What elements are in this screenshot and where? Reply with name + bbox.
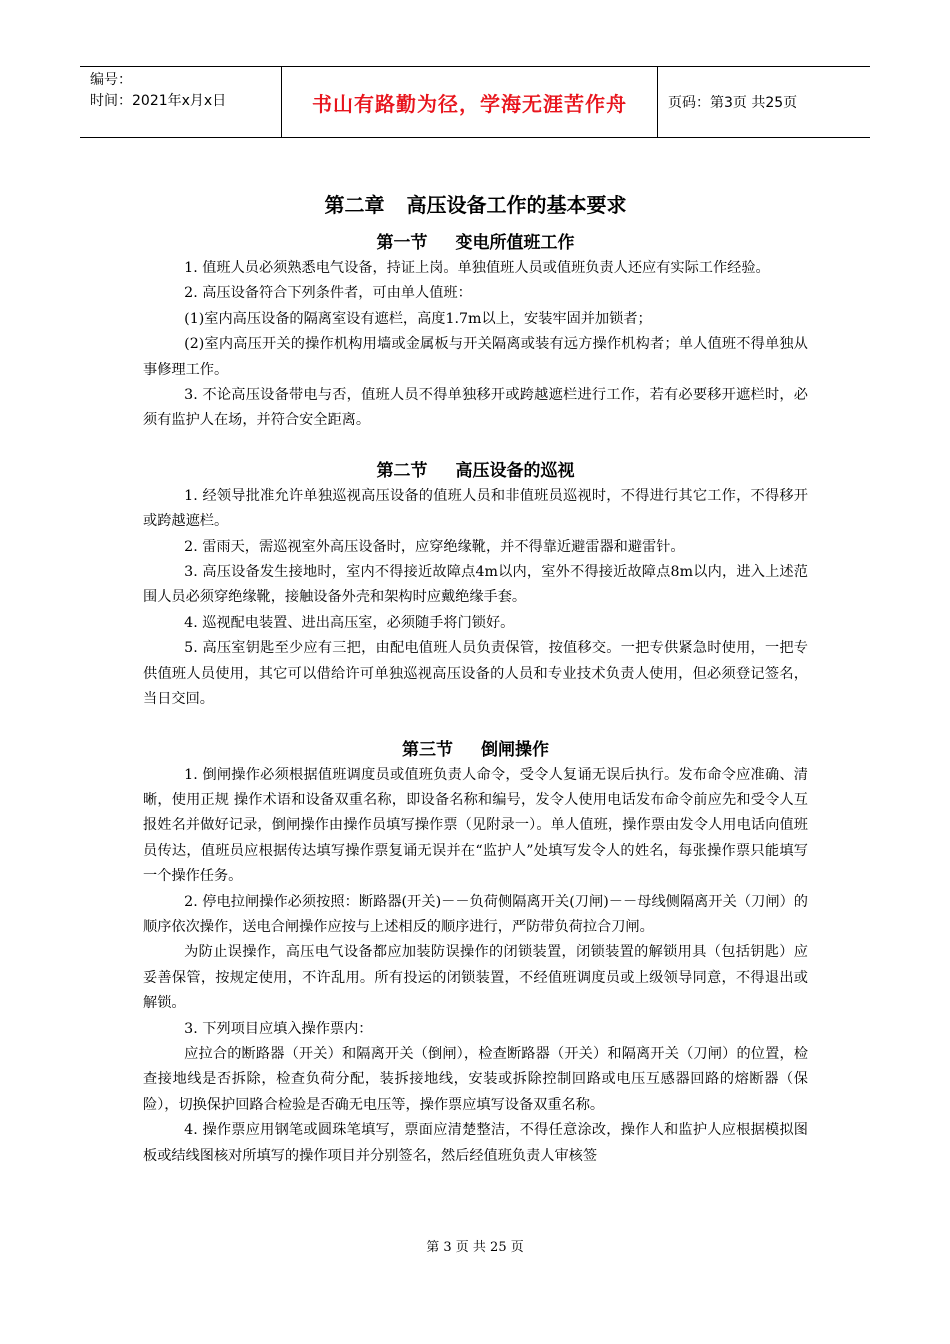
section-heading-3 — [143, 737, 808, 763]
paragraph: 2. 停电拉闸操作必须按照：断路器(开关)－－负荷侧隔离开关(刀闸)－－母线侧隔离开关（刀闸）的顺序依次操作，送电合闸操作应按与上述相反的顺序进行，严防带负荷拉合刀闸。 — [143, 893, 808, 935]
chapter-number: 第二章 — [324, 193, 385, 217]
paragraph: (1)室内高压设备的隔离室设有遮栏，高度1.7m以上，安装牢固并加锁者； — [184, 310, 652, 327]
section-number: 第一节 — [376, 233, 428, 253]
paragraph: 1. 值班人员必须熟悉电气设备，持证上岗。单独值班人员或值班负责人还应有实际工作经验。 — [184, 260, 770, 276]
paragraph: 2. 高压设备符合下列条件者，可由单人值班： — [184, 285, 472, 302]
header-meta — [80, 67, 282, 137]
section-title: 变电所值班工作 — [455, 233, 575, 253]
paragraph: 2. 雷雨天，需巡视室外高压设备时，应穿绝缘靴，并不得靠近避雷器和避雷针。 — [184, 538, 685, 555]
header-page-info: 页码：第3页 共25页 — [668, 95, 798, 111]
section-number: 第三节 — [402, 739, 453, 760]
paragraph: 1. 经领导批准允许单独巡视高压设备的值班人员和非值班员巡视时，不得进行其它工作，不得移开或跨越遮栏。 — [143, 487, 808, 530]
section-title: 高压设备的巡视 — [455, 460, 575, 481]
document-time-label: 时间：2021年x月x日 — [90, 93, 227, 109]
section-heading-1 — [143, 230, 808, 256]
section-heading-2 — [143, 458, 808, 484]
paragraph: 5. 高压室钥匙至少应有三把，由配电值班人员负责保管，按值移交。一把专供紧急时使用，一把专供值班人员使用，其它可以借给许可单独巡视高压设备的人员和专业技术负责人使用，但必须登记签名，当日交回。 — [143, 640, 808, 708]
document-number-label: 编号： — [90, 72, 132, 88]
paragraph: (2)室内高压开关的操作机构用墙或金属板与开关隔离或装有远方操作机构者；单人值班不得单独从事修理工作。 — [143, 336, 808, 378]
section-title: 倒闸操作 — [481, 739, 549, 760]
paragraph: 3. 高压设备发生接地时，室内不得接近故障点4m以内，室外不得接近故障点8m以内，进入上述范围人员必须穿绝缘靴，接触设备外壳和架构时应戴绝缘手套。 — [143, 564, 808, 606]
section-number: 第二节 — [376, 460, 428, 481]
document-body — [143, 190, 808, 1169]
paragraph: 为防止误操作，高压电气设备都应加装防误操作的闭锁装置，闭锁装置的解锁用具（包括钥匙）应妥善保管，按规定使用，不许乱用。所有投运的闭锁装置，不经值班调度员或上级领导同意，不得退出或解锁。 — [143, 944, 808, 1012]
header-motto: 书山有路勤为径，学海无涯苦作舟 — [282, 67, 658, 137]
paragraph: 4. 操作票应用钢笔或圆珠笔填写，票面应清楚整洁，不得任意涂改，操作人和监护人应根据模拟图板或结线图核对所填写的操作项目并分别签名，然后经值班负责人审核签 — [143, 1122, 808, 1164]
paragraph: 3. 下列项目应填入操作票内： — [184, 1020, 373, 1037]
chapter-heading — [143, 190, 808, 220]
paragraph: 应拉合的断路器（开关）和隔离开关（倒闸），检查断路器（开关）和隔离开关（刀闸）的位置，检查接地线是否拆除，检查负荷分配，装拆接地线，安装或拆除控制回路或电压互感器回路的熔断器（保险），切换保护回路合检验是否确无电压等，操作票应填写设备双重名称。 — [143, 1045, 808, 1113]
paragraph: 3. 不论高压设备带电与否，值班人员不得单独移开或跨越遮栏进行工作，若有必要移开遮栏时，必须有监护人在场，并符合安全距离。 — [143, 387, 808, 429]
chapter-name: 高压设备工作的基本要求 — [406, 193, 627, 217]
paragraph: 4. 巡视配电装置、进出高压室，必须随手将门锁好。 — [184, 614, 515, 631]
paragraph: 1. 倒闸操作必须根据值班调度员或值班负责人命令，受令人复诵无误后执行。发布命令应准确、清晰，使用正规 操作术语和设备双重名称，即设备名称和编号，发令人使用电话发布命令前应先和受令人互报姓名并做好记录，倒闸操作由操作员填写操作票（见附录一）。单人值班，操作票由发令人用电话向值班员传达，值班员应根据传达填写操作票复诵无误并在“监护人”处填写发令人的姓名，每张操作票只能填写一个操作任务。 — [143, 766, 808, 885]
page-header — [80, 66, 870, 138]
page-footer: 第 3 页 共 25 页 — [426, 1240, 524, 1255]
